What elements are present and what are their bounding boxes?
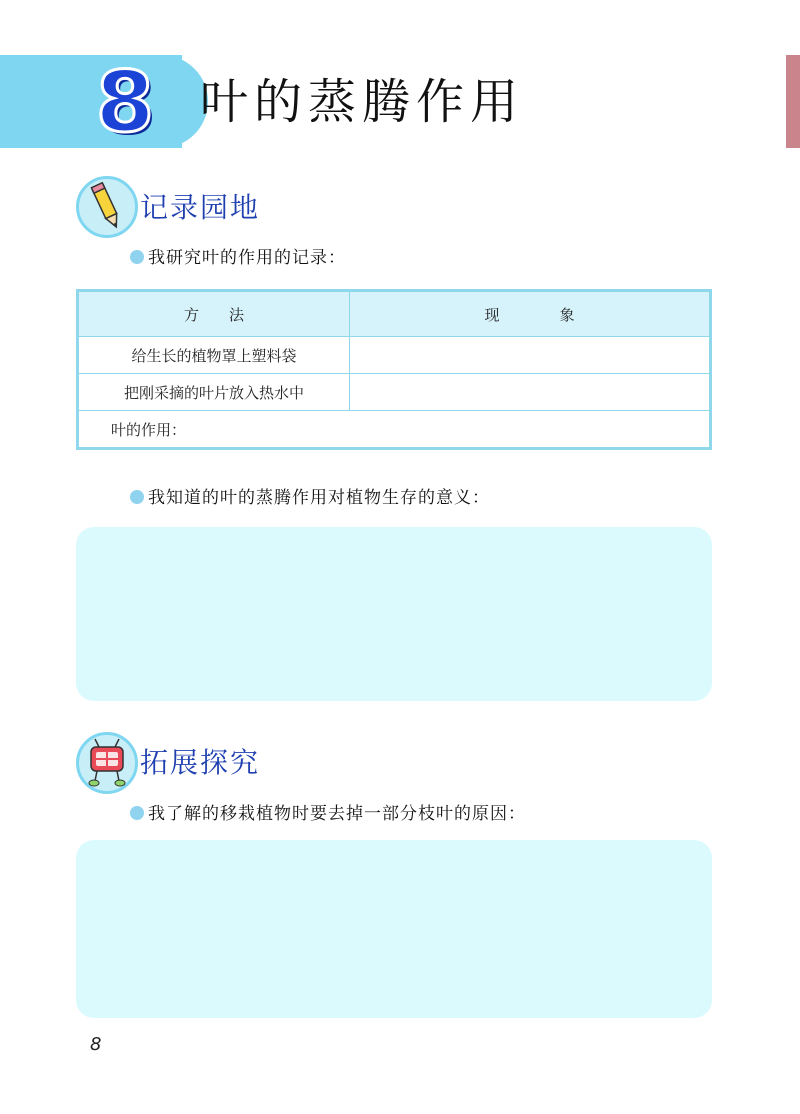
record-prompt [130, 246, 346, 270]
meaning-prompt [130, 486, 490, 510]
section-title-extend: 拓展探究 [140, 746, 261, 779]
transplant-answer-box[interactable] [76, 840, 712, 1018]
meaning-prompt-text: 我知道的叶的蒸腾作用对植物生存的意义： [148, 488, 490, 508]
bullet-dot [130, 490, 144, 504]
table-row [78, 337, 711, 374]
transplant-prompt [130, 802, 526, 826]
phenomenon-cell[interactable] [350, 337, 711, 374]
method-cell: 把刚采摘的叶片放入热水中 [78, 374, 350, 411]
record-prompt-text: 我研究叶的作用的记录： [148, 248, 346, 268]
transplant-prompt-text: 我了解的移栽植物时要去掉一部分枝叶的原因： [148, 804, 526, 824]
robot-icon [76, 732, 138, 794]
table-row [78, 411, 711, 449]
header-method: 方 法 [78, 291, 350, 337]
section-title-record: 记录园地 [140, 191, 261, 224]
phenomenon-cell[interactable] [350, 374, 711, 411]
page-number: 8 [90, 1034, 102, 1055]
meaning-answer-box[interactable] [76, 527, 712, 701]
record-table [76, 289, 712, 450]
page-title: 叶的蒸腾作用 [200, 74, 525, 130]
bullet-dot [130, 250, 144, 264]
page-edge-marker [786, 55, 800, 148]
table-header-row [78, 291, 711, 337]
bullet-dot [130, 806, 144, 820]
robot-icon-graphic [79, 735, 135, 791]
pencil-icon-graphic [79, 179, 135, 235]
chapter-number: 8 [95, 53, 155, 151]
leaf-function-cell[interactable]: 叶的作用： [78, 411, 711, 449]
pencil-icon [76, 176, 138, 238]
header-phenomenon: 现 象 [350, 291, 711, 337]
method-cell: 给生长的植物罩上塑料袋 [78, 337, 350, 374]
table-row [78, 374, 711, 411]
